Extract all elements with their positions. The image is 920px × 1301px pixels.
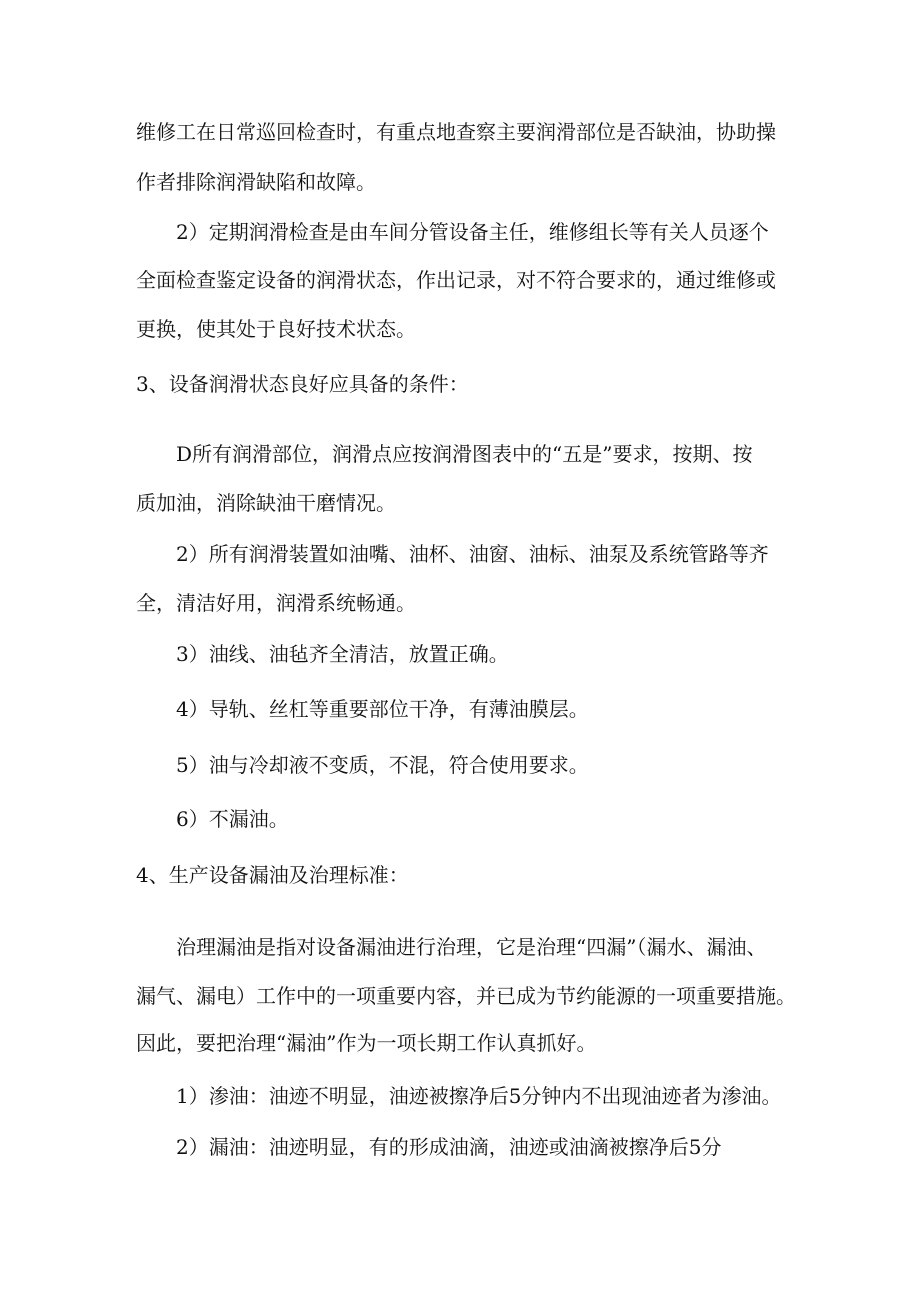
text-line: D所有润滑部位，润滑点应按润滑图表中的“五是”要求，按期、按 bbox=[176, 442, 753, 466]
text-line: 全面检查鉴定设备的润滑状态，作出记录，对不符合要求的，通过维修或 bbox=[136, 268, 776, 292]
text-line: 2）定期润滑检查是由车间分管设备主任，维修组长等有关人员逐个 bbox=[176, 220, 769, 244]
text-line: 1）渗油：油迹不明显，油迹被擦净后5分钟内不出现油迹者为渗油。 bbox=[176, 1084, 782, 1108]
text-line: 因此，要把治理“漏油”作为一项长期工作认真抓好。 bbox=[136, 1031, 597, 1055]
text-line: 更换，使其处于良好技术状态。 bbox=[136, 317, 416, 341]
text-line: 2）漏油：油迹明显，有的形成油滴，油迹或油滴被擦净后5分 bbox=[176, 1135, 722, 1159]
text-line: 6）不漏油。 bbox=[176, 807, 289, 831]
text-line: 治理漏油是指对设备漏油进行治理，它是治理“四漏”（漏水、漏油、 bbox=[176, 935, 767, 959]
section-heading: 3、设备润滑状态良好应具备的条件： bbox=[136, 372, 469, 396]
text-line: 2）所有润滑装置如油嘴、油杯、油窗、油标、油泵及系统管路等齐 bbox=[176, 542, 769, 566]
text-line: 作者排除润滑缺陷和故障。 bbox=[136, 170, 376, 194]
text-line: 5）油与冷却液不变质，不混，符合使用要求。 bbox=[176, 753, 589, 777]
text-line: 质加油，消除缺油干磨情况。 bbox=[136, 491, 396, 515]
section-heading: 4、生产设备漏油及治理标准： bbox=[136, 863, 409, 887]
text-line: 漏气、漏电）工作中的一项重要内容，并已成为节约能源的一项重要措施。 bbox=[136, 984, 796, 1008]
text-line: 3）油线、油毡齐全清洁，放置正确。 bbox=[176, 642, 509, 666]
text-line: 维修工在日常巡回检查时，有重点地查察主要润滑部位是否缺油，协助操 bbox=[136, 120, 776, 144]
text-line: 4）导轨、丝杠等重要部位干净，有薄油膜层。 bbox=[176, 697, 589, 721]
text-line: 全，清洁好用，润滑系统畅通。 bbox=[136, 591, 416, 615]
